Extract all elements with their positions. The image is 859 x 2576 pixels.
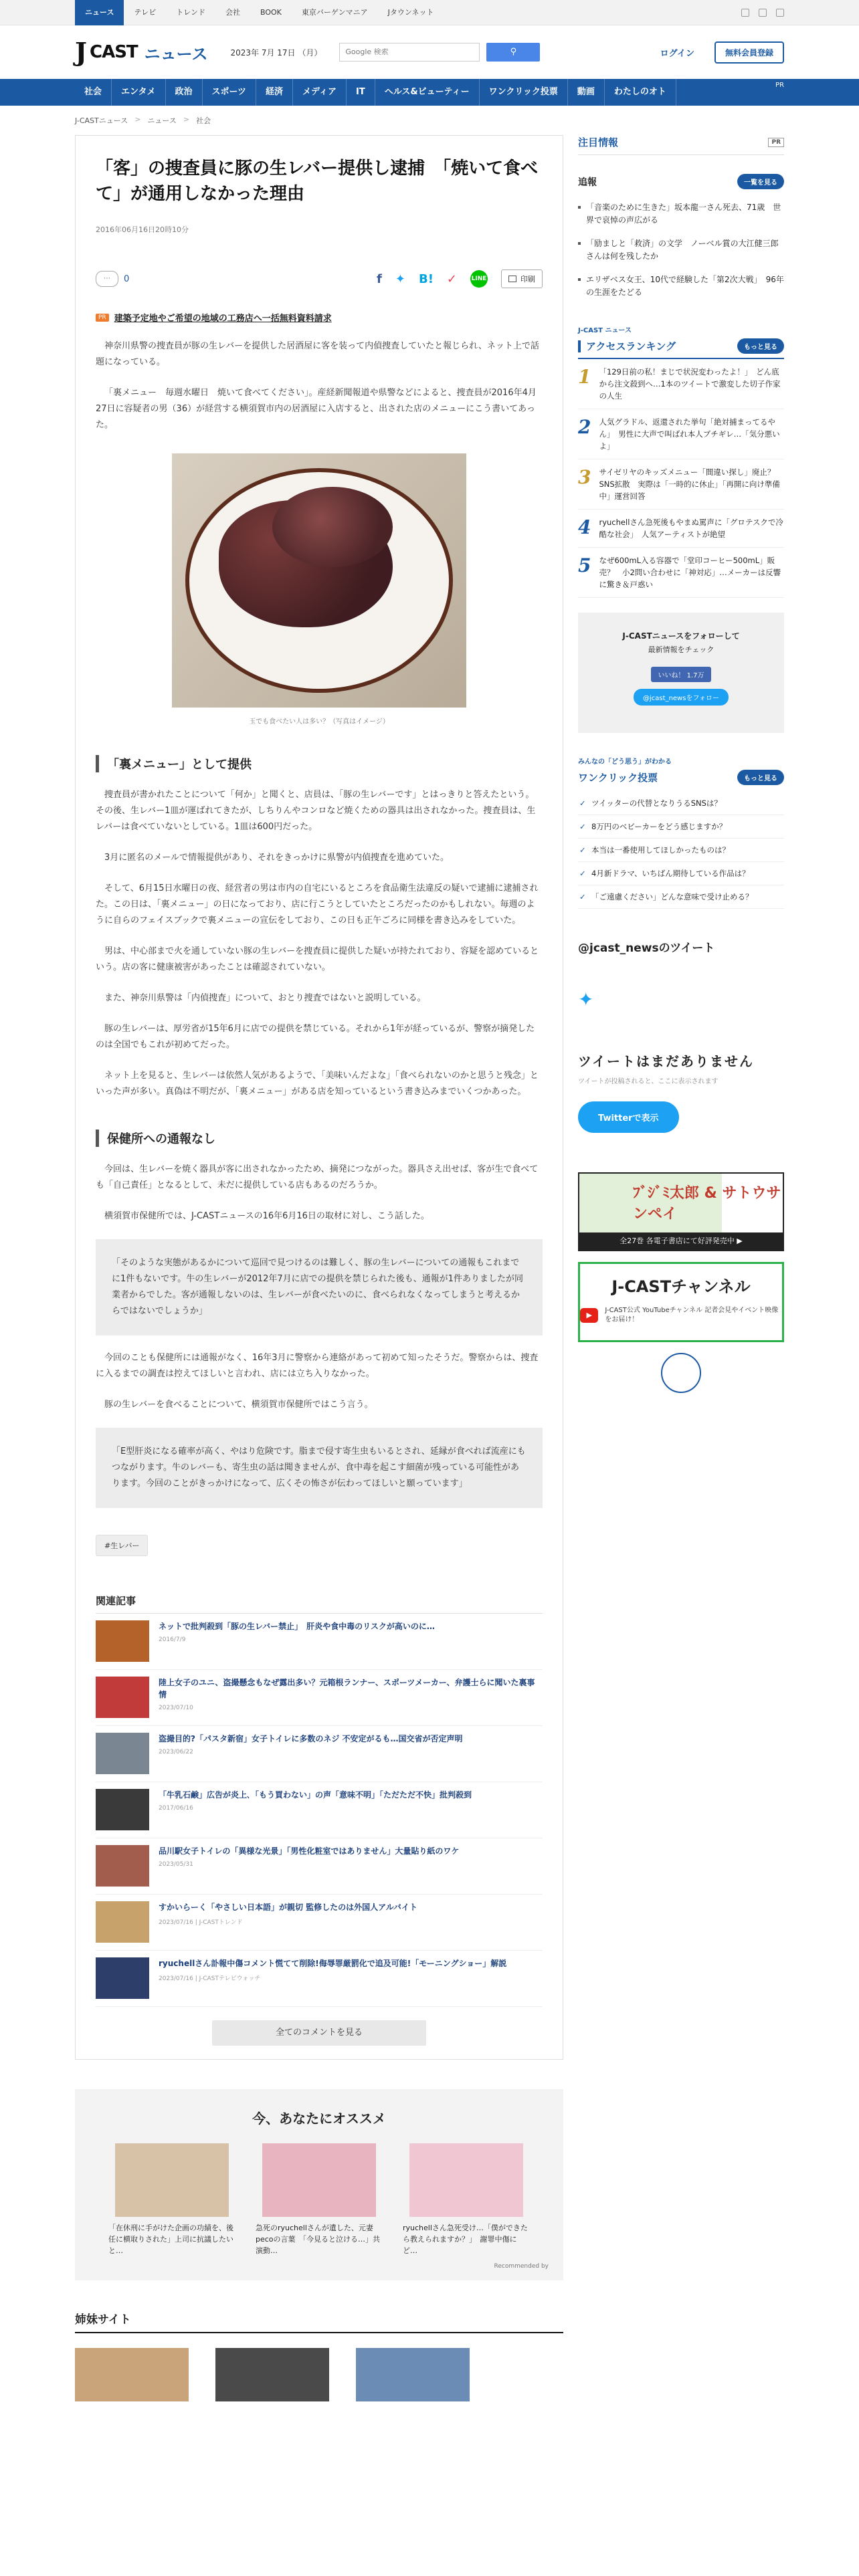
topbar-social-icons	[741, 9, 784, 17]
recommendation-panel	[75, 2089, 563, 2280]
recommendation-text[interactable]: 急死のryuchellさんが遺した、元妻pecoの言葉 「今見ると泣ける…」共演動…	[256, 2224, 381, 2255]
promo-link-row	[96, 311, 543, 324]
breadcrumb-separator: >	[183, 115, 190, 124]
ranking-list	[578, 359, 784, 598]
related-title[interactable]: 陸上女子のユニ、盗撮懸念もなぜ露出多い？元箱根ランナー、スポーツメーカー、弁護士らに聞いた裏事情	[159, 1678, 535, 1699]
attention-title: 注目情報	[578, 136, 619, 148]
related-item[interactable]	[96, 1951, 543, 2007]
related-thumbnail	[96, 1789, 149, 1830]
youtube-channel-banner[interactable]	[578, 1262, 784, 1342]
global-nav	[0, 79, 859, 106]
recommendation-item[interactable]	[403, 2143, 530, 2256]
article-paragraph: 捜査員が書かれたことについて「何か」と聞くと、店員は、「豚の生レバーです」とはっきりと答えたという。その後、生レバー1皿が運ばれてきたが、しちりんやコンロなど焼くための器具は出されなかった。捜査員は、生レバーは食べていないとしている。1皿は600円だった。	[96, 790, 536, 832]
recommendation-item[interactable]	[256, 2143, 383, 2256]
nav-media[interactable]: メディア	[293, 79, 347, 106]
related-meta: 2016/7/9	[159, 1636, 186, 1643]
related-thumbnail	[96, 1620, 149, 1662]
nav-society[interactable]: 社会	[75, 79, 112, 106]
sister-sites	[75, 2348, 563, 2401]
ranking-item[interactable]	[578, 359, 784, 409]
vote-title: ワンクリック投票	[578, 772, 658, 784]
topbar-link-bargain[interactable]: 東京バーゲンマニア	[301, 8, 368, 17]
ranking-item[interactable]	[578, 510, 784, 548]
vote-item[interactable]: ✓ 8万円のベビーカーをどう感じますか？	[578, 815, 784, 839]
rank-number: 5	[578, 554, 591, 576]
sister-site-thumbnail[interactable]	[75, 2348, 189, 2401]
nav-pr-label: PR	[775, 82, 784, 89]
rank-number: 3	[578, 466, 591, 488]
related-thumbnail	[96, 1733, 149, 1774]
main-column	[75, 135, 563, 2401]
ranking-item[interactable]	[578, 409, 784, 459]
article-paragraph: ネット上を見ると、生レバーは依然人気があるようで、「美味いんだよな」「食べられないのかと思うと残念」といった声が多い。真偽は不明だが、「裏メニュー」がある店を知っているという書き込みまでいくつかあった。	[96, 1071, 539, 1097]
related-list	[96, 1614, 543, 2007]
tsuiho-item[interactable]: エリザベス女王、10代で経験した「第2次大戦」 96年の生涯をたどる	[578, 268, 784, 304]
sidebar	[578, 135, 784, 2401]
related-title[interactable]: ネットで批判殺到「豚の生レバー禁止」 肝炎や食中毒のリスクが高いのに…	[159, 1622, 435, 1631]
share-icons	[377, 270, 543, 288]
pocket-icon[interactable]: ✓	[446, 272, 457, 286]
related-meta: 2023/07/10	[159, 1705, 193, 1711]
ad-title: ﾌﾞｼﾞﾐ太郎 & サトウサンペイ	[633, 1185, 781, 1222]
related-item[interactable]	[96, 1670, 543, 1726]
promo-link[interactable]: 建築予定地やご希望の地域の工務店へ一括無料資料請求	[114, 314, 332, 324]
related-title[interactable]: 品川駅女子トイレの「異様な光景」「男性化粧室ではありません」大量貼り紙のワケ	[159, 1846, 460, 1856]
vote-tagline: みんなの「どう思う」がわかる	[578, 758, 672, 766]
ad-bottom-text: 全27巻 各電子書店にて好評発売中 ▶	[579, 1232, 783, 1250]
article-paragraph: 今回のことも保健所には通報がなく、16年3月に警察から連絡があって初めて知ったそうだ。警察からは、捜査に入るまでの調査は控えてほしいと言われ、店には立ち入りなかった。	[96, 1353, 539, 1379]
article-headline: 「客」の捜査員に豚の生レバー提供し逮捕 「焼いて食べて」が通用しなかった理由	[96, 158, 539, 204]
article-paragraph: また、神奈川県警は「内偵捜査」について、おとり捜査ではないと説明している。	[104, 993, 426, 1003]
related-title[interactable]: すかいらーく「やさしい日本語」が親切 監修したのは外国人アルバイト	[159, 1903, 417, 1912]
tsuiho-item[interactable]: 「音楽のために生きた」坂本龍一さん死去、71歳 世界で哀悼の声広がる	[578, 196, 784, 232]
topbar-link-trend[interactable]: トレンド	[176, 8, 205, 17]
follow-subtitle: 最新情報をチェック	[648, 645, 714, 654]
article-paragraph: そして、6月15日水曜日の夜、経営者の男は市内の自宅にいるところを食品衛生法違反の疑いで逮捕に逮捕された。この日は、「裏メニュー」の日になっており、店に行こうとしていたところだったのかもしれない。毎週のように自らのフェイスブックで裏メニューの宣伝をしており、この日も正午ごろに同様を書き込みをしていた。	[96, 883, 539, 926]
logo-news: ニュース	[144, 44, 208, 64]
twitter-bird-icon: ✦	[578, 988, 594, 1010]
current-date: 2023年 7月 17日 （月）	[230, 47, 322, 58]
share-bar	[96, 270, 543, 288]
search-input[interactable]: Google 検索	[339, 43, 480, 62]
related-item[interactable]	[96, 1838, 543, 1895]
view-on-twitter-button[interactable]: Twitterで表示	[578, 1101, 679, 1133]
ranking-item[interactable]	[578, 548, 784, 598]
logo-cast: CAST	[89, 42, 138, 62]
nav-my-oto[interactable]: わたしのオト	[605, 79, 676, 106]
comment-count[interactable]: 0	[124, 274, 130, 284]
search-icon: ⚲	[510, 47, 517, 57]
see-all-comments-button[interactable]: 全てのコメントを見る	[212, 2020, 426, 2046]
manga-ad-banner[interactable]	[578, 1172, 784, 1251]
nav-it[interactable]: IT	[347, 79, 375, 106]
youtube-icon: ▶	[580, 1308, 598, 1323]
related-title[interactable]: 盗撮目的?「パスタ新宿」女子トイレに多数のネジ 不安定がるも…国交省が否定声明	[159, 1734, 463, 1743]
breadcrumb-item[interactable]: 社会	[196, 116, 211, 125]
related-item[interactable]	[96, 1895, 543, 1951]
twitter-empty-title: ツイートはまだありません	[578, 1053, 754, 1069]
section-heading: 保健所への通報なし	[96, 1130, 543, 1147]
channel-text: J-CAST公式 YouTubeチャンネル 記者会見やイベント映像をお届け！	[605, 1307, 779, 1323]
nav-politics[interactable]: 政治	[166, 79, 203, 106]
tsuiho-list	[578, 196, 784, 304]
twitter-icon[interactable]	[759, 9, 767, 17]
recommendation-image	[262, 2143, 376, 2217]
related-item[interactable]	[96, 1726, 543, 1782]
ranking-heading	[578, 338, 784, 359]
breadcrumb-separator: >	[134, 115, 141, 124]
topbar-link-news[interactable]: ニュース	[75, 0, 124, 25]
ranking-bar	[578, 340, 581, 352]
attention-heading	[578, 135, 784, 155]
follow-title: J-CASTニュースをフォローして	[622, 631, 740, 641]
recommendation-item[interactable]	[108, 2143, 235, 2256]
print-label: 印刷	[520, 275, 535, 284]
vote-list	[578, 792, 784, 909]
vote-item[interactable]: ✓ 「ご遠慮ください」どんな意味で受け止める？	[578, 885, 784, 909]
related-meta: 2023/06/22	[159, 1749, 193, 1755]
twitter-handle: @jcast_newsのツイート	[578, 942, 715, 955]
related-thumbnail	[96, 1957, 149, 1999]
pork-liver-image	[272, 487, 393, 567]
recommendation-image	[409, 2143, 523, 2217]
comment-icon[interactable]: ⋯	[96, 271, 118, 287]
related-title[interactable]: 「牛乳石鹸」広告が炎上､「もう買わない」の声「意味不明」「ただただ不快」批判殺到	[159, 1790, 472, 1800]
article-photo	[172, 453, 466, 708]
pr-badge: PR	[768, 138, 784, 147]
blockquote: 「E型肝炎になる確率が高く、やはり危険です。脂まで侵す寄生虫もいるとされ、延縁が食べれば流産にもつながります。牛のレバーも、寄生虫の話は聞きませんが、食中毒を起こす細菌が残っている可能性があります。今回のことがきっかけになって、広くその怖さが伝わってほしいと願っています」	[96, 1428, 543, 1508]
rank-number: 2	[578, 416, 591, 438]
ranking-title: アクセスランキング	[586, 340, 676, 352]
hatena-bookmark-icon[interactable]: B!	[418, 272, 434, 286]
article-paragraph: 神奈川県警の捜査員が豚の生レバーを提供した居酒屋に客を装って内偵捜査していたと報じられ、ネット上で話題になっている。	[96, 341, 539, 367]
breadcrumb-item[interactable]: J-CASTニュース	[75, 116, 128, 125]
facebook-share-icon[interactable]: f	[377, 272, 382, 286]
article-paragraph: 豚の生レバーを食べることについて、横須賀市保健所ではこう言う。	[104, 1400, 373, 1410]
twitter-empty-text: ツイートが投稿されると、ここに表示されます	[578, 1078, 719, 1085]
related-item[interactable]	[96, 1782, 543, 1838]
login-link[interactable]: ログイン	[660, 48, 694, 59]
site-header	[0, 25, 859, 79]
jcast-news-label: J-CAST ニュース	[578, 327, 632, 334]
recommendation-text[interactable]: 「在休刑に手がけた企画の功績を、後任に横取りされた」上司に抗議したいと…	[108, 2224, 233, 2255]
facebook-icon[interactable]	[741, 9, 749, 17]
breadcrumb	[75, 106, 784, 135]
topbar-link-company[interactable]: 会社	[225, 8, 240, 17]
line-share-icon[interactable]: LINE	[470, 270, 488, 288]
certification-badge-icon	[661, 1353, 701, 1393]
nav-sports[interactable]: スポーツ	[203, 79, 256, 106]
tsuiho-more-button[interactable]: 一覧を見る	[737, 174, 784, 189]
facebook-like-button[interactable]: いいね！ 1.7万	[651, 667, 710, 682]
vote-heading	[578, 770, 784, 785]
twitter-share-icon[interactable]: ✦	[395, 272, 405, 286]
nav-video[interactable]: 動画	[568, 79, 605, 106]
channel-logo: J-CASTチャンネル	[611, 1277, 751, 1296]
related-meta: 2023/07/16 | J-CASTテレビウォッチ	[159, 1975, 261, 1982]
twitter-follow-button[interactable]: @jcast_newsをフォロー	[634, 689, 729, 706]
blockquote: 「そのような実態があるかについて巡回で見つけるのは難しく、豚の生レバーについての通報もこれまでに1件もないです。牛の生レバーが2012年7月に店での提供を禁じられた後も、通報が1件ありましたが同業者からでした。客が通報しないのは、生レバーが食べたいのに、食べられなくなってしまうと考えるからではないでしょうか」	[96, 1239, 543, 1335]
sister-site-thumbnail[interactable]	[356, 2348, 470, 2401]
twitter-timeline-widget	[578, 938, 784, 1139]
rank-number: 1	[578, 366, 591, 388]
tsuiho-heading	[578, 174, 784, 189]
follow-box	[578, 613, 784, 733]
ranking-more-button[interactable]: もっと見る	[737, 338, 784, 354]
rank-text[interactable]: ryuchellさん急死後もやまぬ罵声に「グロテスクで冷酷な社会」 人気アーティストが絶望	[599, 518, 783, 539]
related-heading: 関連記事	[96, 1594, 543, 1614]
article-paragraph: 横須賀市保健所では、J-CASTニュースの16年6月16日の取材に対し、こう話した。	[104, 1211, 430, 1221]
photo-caption: 玉でも食べたい人は多い？（写真はイメージ）	[249, 718, 389, 726]
rank-number: 4	[578, 516, 591, 538]
related-item[interactable]	[96, 1614, 543, 1670]
related-meta: 2023/07/16 | J-CASTトレンド	[159, 1919, 243, 1926]
article-paragraph: 豚の生レバーは、厚労省が15年6月に店での提供を禁じている。それから1年が経っているが、警察が摘発したのは全国でもこれが初めてだった。	[96, 1024, 535, 1050]
nav-health-beauty[interactable]: ヘルス&ビューティー	[375, 79, 480, 106]
rank-text[interactable]: なぜ600mL入る容器で「堂印コーヒー500mL」販売？ 小2問い合わせに「神対応」…メーカーは反響に驚き＆戸惑い	[599, 556, 781, 589]
rss-icon[interactable]	[776, 9, 784, 17]
logo-j: J	[75, 37, 87, 67]
recommendation-image	[115, 2143, 229, 2217]
related-meta: 2023/05/31	[159, 1861, 193, 1868]
topbar-link-jtown[interactable]: Jタウンネット	[387, 8, 434, 17]
topbar-link-tv[interactable]: テレビ	[134, 8, 157, 17]
article-paragraph: 今回は、生レバーを焼く器具が客に出されなかったため、摘発につながった。器具さえ出せば、客が生で食べても「自己責任」となるとして、未だに提供している店もあるのだろうか。	[96, 1164, 539, 1190]
related-thumbnail	[96, 1901, 149, 1943]
rank-text[interactable]: サイゼリヤのキッズメニュー「間違い探し」廃止？SNS拡散 実際は「一時的に休止」「再開に向け準備中」運営回答	[599, 467, 780, 501]
article	[75, 135, 563, 2060]
search-form	[339, 43, 540, 62]
vote-item[interactable]: ✓ 本当は一番使用してほしかったものは？	[578, 839, 784, 862]
sister-sites-heading: 姉妹サイト	[75, 2310, 563, 2333]
related-title[interactable]: ryuchellさん訃報中傷コメント慌てて削除!侮辱罪厳罰化で追及可能!「モーニングショー」解説	[159, 1959, 507, 1968]
recommendation-text[interactable]: ryuchellさん急死受け…「僕ができたら教えられますか？」 謝罪中傷にど…	[403, 2224, 528, 2255]
vote-more-button[interactable]: もっと見る	[737, 770, 784, 785]
section-heading: 「裏メニュー」として提供	[96, 755, 543, 772]
site-logo[interactable]	[75, 39, 207, 65]
top-site-bar	[0, 0, 859, 25]
article-paragraph: 「裏メニュー 毎週水曜日 焼いて食べてください」。産経新聞報道や県警などによると、捜査員が2016年4月27日に容疑者の男（36）が経営する横須賀市内の居酒屋に入店すると、出された店のメニューにこう書いてあった。	[96, 388, 537, 430]
nav-economy[interactable]: 経済	[256, 79, 293, 106]
print-button[interactable]	[501, 270, 543, 288]
related-meta: 2017/06/16	[159, 1805, 193, 1812]
publish-date: 2016年06月16日20時10分	[96, 225, 189, 234]
topbar-link-book[interactable]: BOOK	[260, 8, 282, 17]
register-button[interactable]: 無料会員登録	[714, 41, 784, 64]
tsuiho-title: 追報	[578, 177, 597, 188]
nav-entertainment[interactable]: エンタメ	[112, 79, 165, 106]
rank-text[interactable]: 人気グラドル、返還された挙句「絶対捕まってるやん」 男性に大声で叫ばれ本人ブチギレ…「気分悪いよ」	[599, 417, 780, 451]
article-paragraph: 男は、中心部まで火を通していない豚の生レバーを捜査員に提供した疑いが持たれており、容疑を認めているという。店の客に健康被害があったことは確認されていない。	[96, 946, 539, 972]
nav-one-click-vote[interactable]: ワンクリック投票	[480, 79, 568, 106]
article-tag[interactable]: #生レバー	[96, 1535, 148, 1556]
tsuiho-item[interactable]: 「励ましと「救済」の文学 ノーベル賞の大江健三郎さんは何を残したか	[578, 232, 784, 268]
related-thumbnail	[96, 1845, 149, 1887]
related-thumbnail	[96, 1677, 149, 1718]
search-button[interactable]	[486, 43, 540, 62]
pr-badge: PR	[96, 314, 109, 322]
recommendation-grid	[90, 2143, 549, 2256]
breadcrumb-item[interactable]: ニュース	[147, 116, 177, 125]
article-paragraph: 3月に匿名のメールで情報提供があり、それをきっかけに県警が内偵捜査を進めていた。	[104, 853, 450, 863]
printer-icon	[508, 276, 516, 282]
ranking-item[interactable]	[578, 459, 784, 510]
sister-site-thumbnail[interactable]	[215, 2348, 329, 2401]
vote-item[interactable]: ✓ 4月新ドラマ、いちばん期待している作品は？	[578, 862, 784, 885]
recommended-by: Recommended by	[494, 2263, 549, 2270]
vote-item[interactable]: ✓ ツイッターの代替となりうるSNSは？	[578, 792, 784, 815]
recommendation-title: 今、あなたにオススメ	[252, 2111, 386, 2127]
rank-text[interactable]: 「129日前の私！まじで状況変わったよ！」 どん底から注文殺到へ…1本のツイートで激変した切子作家の人生	[599, 367, 781, 401]
